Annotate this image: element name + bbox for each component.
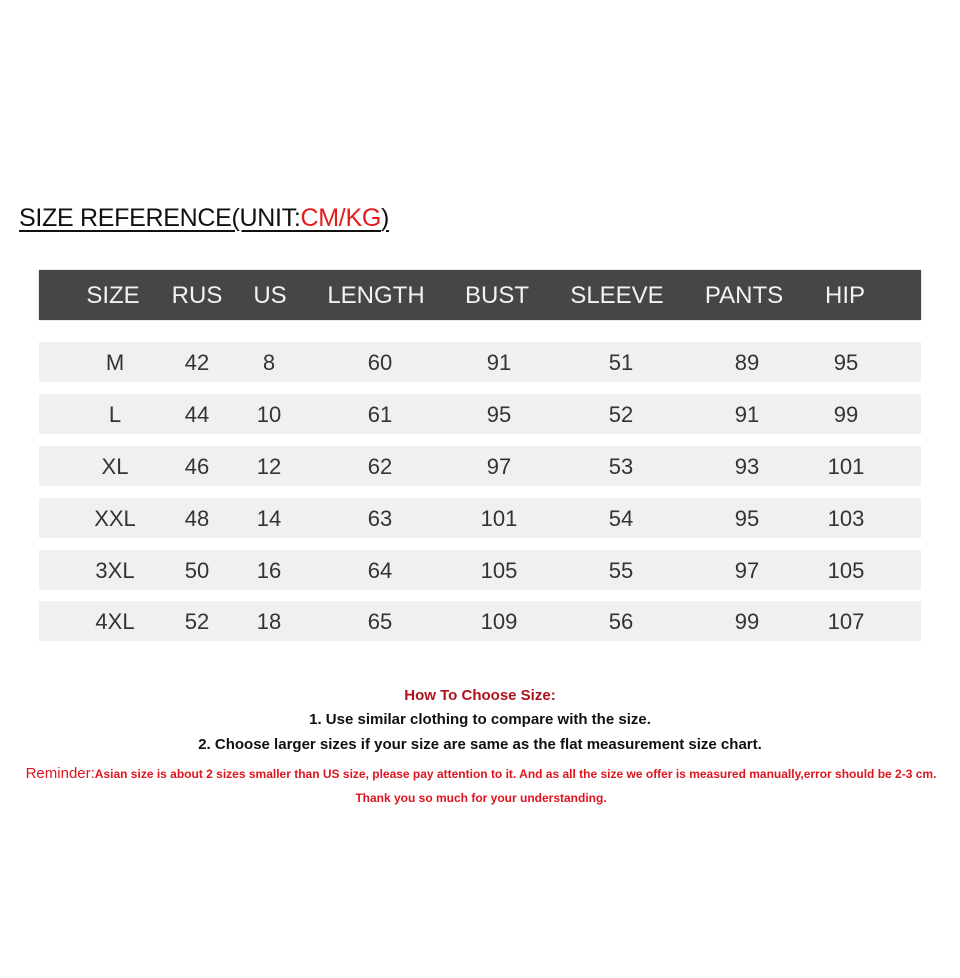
cell-pants: 89 <box>734 350 760 375</box>
column-header-bust: BUST <box>464 282 530 309</box>
table-row <box>39 446 921 486</box>
cell-rus: 44 <box>184 402 210 427</box>
table-row <box>39 601 921 641</box>
cell-length: 65 <box>367 609 393 634</box>
cell-sleeve: 56 <box>608 609 634 634</box>
cell-pants: 97 <box>734 558 760 583</box>
cell-size: L <box>108 402 122 427</box>
reminder-text: Asian size is about 2 sizes smaller than US size, please pay attention to it. And as all the size we offer is measured manually,error should be 2-3 cm. Thank you so much for your understanding. <box>94 767 937 805</box>
table-row <box>39 394 921 434</box>
cell-length: 61 <box>367 402 393 427</box>
cell-hip: 105 <box>827 558 865 583</box>
cell-us: 12 <box>256 454 282 479</box>
cell-rus: 42 <box>184 350 210 375</box>
cell-sleeve: 51 <box>608 350 634 375</box>
cell-hip: 107 <box>827 609 865 634</box>
how-to-choose-title: How To Choose Size: <box>404 687 556 704</box>
cell-length: 62 <box>367 454 393 479</box>
cell-size: XXL <box>94 506 136 531</box>
size-reference-title <box>19 204 389 233</box>
cell-hip: 101 <box>827 454 865 479</box>
cell-us: 8 <box>262 350 276 375</box>
table-row <box>39 550 921 590</box>
cell-length: 64 <box>367 558 393 583</box>
reminder-label: Reminder: <box>25 765 95 782</box>
cell-rus: 50 <box>184 558 210 583</box>
cell-us: 16 <box>256 558 282 583</box>
column-header-us: US <box>253 282 287 309</box>
cell-pants: 91 <box>734 402 760 427</box>
cell-bust: 109 <box>480 609 518 634</box>
cell-us: 14 <box>256 506 282 531</box>
cell-sleeve: 55 <box>608 558 634 583</box>
cell-us: 10 <box>256 402 282 427</box>
cell-rus: 48 <box>184 506 210 531</box>
cell-hip: 103 <box>827 506 865 531</box>
column-header-rus: RUS <box>171 282 223 309</box>
column-header-sleeve: SLEEVE <box>570 282 664 309</box>
title-suffix: ) <box>380 204 390 232</box>
cell-pants: 95 <box>734 506 760 531</box>
table-row <box>39 498 921 538</box>
instruction-step-1: 1. Use similar clothing to compare with the size. <box>309 711 651 728</box>
cell-bust: 105 <box>480 558 518 583</box>
cell-size: 4XL <box>95 609 135 634</box>
title-unit: CM/KG <box>300 204 381 232</box>
cell-us: 18 <box>256 609 282 634</box>
title-prefix: SIZE REFERENCE(UNIT: <box>19 204 301 232</box>
cell-size: XL <box>101 454 129 479</box>
reminder-note <box>16 762 946 810</box>
cell-length: 63 <box>367 506 393 531</box>
column-header-hip: HIP <box>824 282 866 309</box>
column-header-length: LENGTH <box>327 282 425 309</box>
cell-hip: 95 <box>833 350 859 375</box>
cell-sleeve: 53 <box>608 454 634 479</box>
table-header <box>39 270 921 320</box>
cell-bust: 97 <box>486 454 512 479</box>
cell-sleeve: 54 <box>608 506 634 531</box>
cell-bust: 91 <box>486 350 512 375</box>
cell-length: 60 <box>367 350 393 375</box>
cell-size: 3XL <box>95 558 135 583</box>
cell-pants: 99 <box>734 609 760 634</box>
cell-sleeve: 52 <box>608 402 634 427</box>
table-row <box>39 342 921 382</box>
cell-size: M <box>105 350 125 375</box>
cell-bust: 101 <box>480 506 518 531</box>
cell-bust: 95 <box>486 402 512 427</box>
column-header-pants: PANTS <box>704 282 784 309</box>
column-header-size: SIZE <box>86 282 140 309</box>
cell-pants: 93 <box>734 454 760 479</box>
cell-rus: 46 <box>184 454 210 479</box>
cell-rus: 52 <box>184 609 210 634</box>
instruction-step-2: 2. Choose larger sizes if your size are same as the flat measurement size chart. <box>198 736 762 753</box>
cell-hip: 99 <box>833 402 859 427</box>
